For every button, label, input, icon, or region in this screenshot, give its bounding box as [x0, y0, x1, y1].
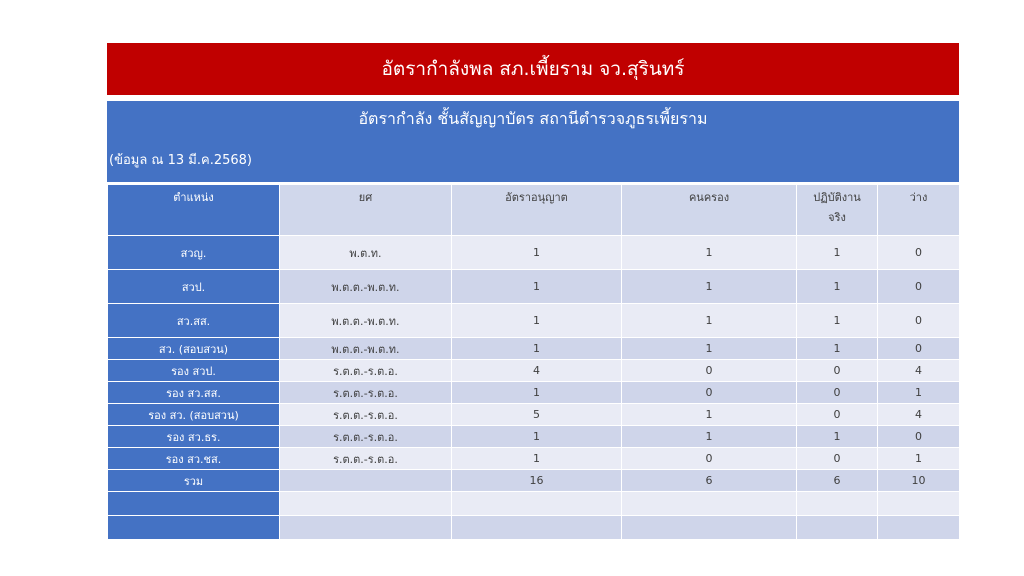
- cell-held: 1: [622, 236, 797, 270]
- cell-held: 1: [622, 270, 797, 304]
- data-date-note: (ข้อมูล ณ 13 มี.ค.2568): [109, 153, 252, 168]
- cell-empty: [878, 516, 960, 540]
- cell-rank: [280, 470, 452, 492]
- cell-empty: [878, 492, 960, 516]
- cell-authorized: 1: [452, 426, 622, 448]
- table-row: [108, 448, 960, 470]
- cell-actual: 1: [797, 338, 878, 360]
- table-row: [108, 236, 960, 270]
- cell-authorized: 1: [452, 236, 622, 270]
- table-row: [108, 304, 960, 338]
- cell-vacant: 1: [878, 448, 960, 470]
- cell-held: 0: [622, 448, 797, 470]
- table-row: [108, 426, 960, 448]
- cell-authorized: 1: [452, 338, 622, 360]
- cell-empty: [452, 492, 622, 516]
- col-header-actual-line1: ปฏิบัติงาน: [813, 191, 861, 204]
- table-empty-row: [108, 492, 960, 516]
- cell-actual: 0: [797, 448, 878, 470]
- cell-vacant: 4: [878, 404, 960, 426]
- table-header-block: [107, 101, 959, 182]
- table-row: [108, 404, 960, 426]
- cell-held: 1: [622, 404, 797, 426]
- cell-rank: ร.ต.ต.-ร.ต.อ.: [280, 448, 452, 470]
- cell-empty: [797, 516, 878, 540]
- cell-empty: [280, 492, 452, 516]
- cell-vacant: 0: [878, 304, 960, 338]
- cell-total-authorized: 16: [452, 470, 622, 492]
- cell-position: รอง สวป.: [108, 360, 280, 382]
- cell-held: 0: [622, 382, 797, 404]
- cell-held: 1: [622, 338, 797, 360]
- cell-vacant: 0: [878, 426, 960, 448]
- cell-position: รอง สว.สส.: [108, 382, 280, 404]
- col-header-actual: [797, 185, 878, 236]
- cell-total-actual: 6: [797, 470, 878, 492]
- cell-vacant: 0: [878, 338, 960, 360]
- cell-authorized: 1: [452, 304, 622, 338]
- cell-authorized: 5: [452, 404, 622, 426]
- table-row: [108, 382, 960, 404]
- cell-position: สวป.: [108, 270, 280, 304]
- cell-vacant: 0: [878, 236, 960, 270]
- cell-total-held: 6: [622, 470, 797, 492]
- cell-rank: ร.ต.ต.-ร.ต.อ.: [280, 404, 452, 426]
- table-empty-row: [108, 516, 960, 540]
- cell-actual: 0: [797, 360, 878, 382]
- cell-vacant: 4: [878, 360, 960, 382]
- cell-position: สวญ.: [108, 236, 280, 270]
- table-row: [108, 338, 960, 360]
- cell-empty: [452, 516, 622, 540]
- cell-authorized: 4: [452, 360, 622, 382]
- cell-empty: [797, 492, 878, 516]
- cell-rank: ร.ต.ต.-ร.ต.อ.: [280, 426, 452, 448]
- page-title: อัตรากำลังพล สภ.เพี้ยราม จว.สุรินทร์: [381, 58, 685, 80]
- cell-position: สว.สส.: [108, 304, 280, 338]
- cell-actual: 1: [797, 304, 878, 338]
- cell-held: 1: [622, 304, 797, 338]
- col-header-rank: ยศ: [280, 185, 452, 236]
- cell-vacant: 0: [878, 270, 960, 304]
- cell-position: สว. (สอบสวน): [108, 338, 280, 360]
- table-row: [108, 270, 960, 304]
- cell-position: รอง สว. (สอบสวน): [108, 404, 280, 426]
- cell-vacant: 1: [878, 382, 960, 404]
- table-total-row: [108, 470, 960, 492]
- cell-authorized: 1: [452, 448, 622, 470]
- cell-held: 0: [622, 360, 797, 382]
- cell-position: รอง สว.ชส.: [108, 448, 280, 470]
- col-header-actual-line2: จริง: [828, 211, 846, 224]
- cell-total-vacant: 10: [878, 470, 960, 492]
- col-header-vacant: ว่าง: [878, 185, 960, 236]
- cell-rank: ร.ต.ต.-ร.ต.อ.: [280, 382, 452, 404]
- cell-actual: 1: [797, 236, 878, 270]
- cell-rank: พ.ต.ต.-พ.ต.ท.: [280, 338, 452, 360]
- col-header-authorized: อัตราอนุญาต: [452, 185, 622, 236]
- cell-empty: [622, 516, 797, 540]
- table-row: [108, 360, 960, 382]
- cell-actual: 0: [797, 382, 878, 404]
- cell-rank: พ.ต.ต.-พ.ต.ท.: [280, 304, 452, 338]
- cell-empty: [108, 492, 280, 516]
- staffing-table: [107, 184, 960, 540]
- cell-authorized: 1: [452, 382, 622, 404]
- cell-actual: 1: [797, 426, 878, 448]
- cell-actual: 1: [797, 270, 878, 304]
- cell-total-label: รวม: [108, 470, 280, 492]
- cell-empty: [622, 492, 797, 516]
- cell-authorized: 1: [452, 270, 622, 304]
- col-header-held: คนครอง: [622, 185, 797, 236]
- col-header-position: ตำแหน่ง: [108, 185, 280, 236]
- cell-empty: [108, 516, 280, 540]
- cell-actual: 0: [797, 404, 878, 426]
- cell-empty: [280, 516, 452, 540]
- cell-position: รอง สว.ธร.: [108, 426, 280, 448]
- cell-rank: ร.ต.ต.-ร.ต.อ.: [280, 360, 452, 382]
- table-header-row: [108, 185, 960, 236]
- page-title-bar: [107, 43, 959, 95]
- cell-held: 1: [622, 426, 797, 448]
- table-subtitle: อัตรากำลัง ชั้นสัญญาบัตร สถานีตำรวจภูธรเพี้ยราม: [358, 109, 708, 128]
- cell-rank: พ.ต.ต.-พ.ต.ท.: [280, 270, 452, 304]
- cell-rank: พ.ต.ท.: [280, 236, 452, 270]
